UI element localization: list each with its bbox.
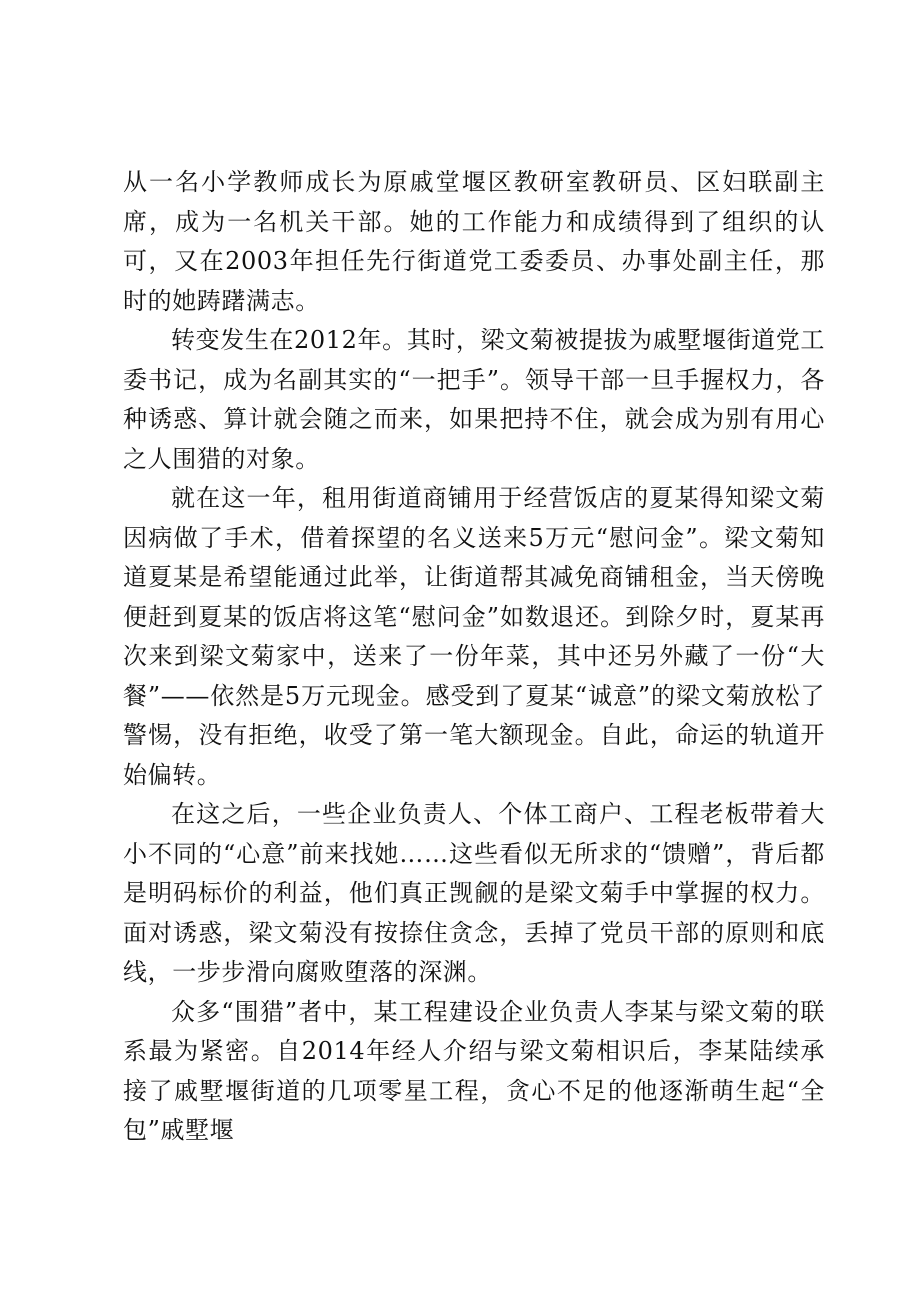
paragraph-2: 转变发生在2012年。其时，梁文菊被提拔为戚墅堰街道党工委书记，成为名副其实的“一把手”。领导干部一旦手握权力，各种诱惑、算计就会随之而来，如果把持不住，就会成为别有用心之人围猎的对象。 bbox=[123, 326, 825, 473]
paragraph-4: 在这之后，一些企业负责人、个体工商户、工程老板带着大小不同的“心意”前来找她……这些看似无所求的“馈赠”，背后都是明码标价的利益，他们真正觊觎的是梁文菊手中掌握的权力。面对诱惑，梁文菊没有按捺住贪念，丢掉了党员干部的原则和底线，一步步滑向腐败堕落的深渊。 bbox=[123, 800, 825, 986]
paragraph-5: 众多“围猎”者中，某工程建设企业负责人李某与梁文菊的联系最为紧密。自2014年经人介绍与梁文菊相识后，李某陆续承接了戚墅堰街道的几项零星工程，贪心不足的他逐渐萌生起“全包”戚墅堰 bbox=[123, 997, 825, 1144]
paragraph-3: 就在这一年，租用街道商铺用于经营饭店的夏某得知梁文菊因病做了手术，借着探望的名义送来5万元“慰问金”。梁文菊知道夏某是希望能通过此举，让街道帮其减免商铺租金，当天傍晚便赶到夏某的饭店将这笔“慰问金”如数退还。到除夕时，夏某再次来到梁文菊家中，送来了一份年菜，其中还另外藏了一份“大餐”——依然是5万元现金。感受到了夏某“诚意”的梁文菊放松了警惕，没有拒绝，收受了第一笔大额现金。自此，命运的轨道开始偏转。 bbox=[123, 484, 825, 789]
paragraph-1: 从一名小学教师成长为原戚堂堰区教研室教研员、区妇联副主席，成为一名机关干部。她的工作能力和成绩得到了组织的认可，又在2003年担任先行街道党工委委员、办事处副主任，那时的她踌躇满志。 bbox=[123, 168, 825, 315]
article-body bbox=[123, 163, 825, 1151]
